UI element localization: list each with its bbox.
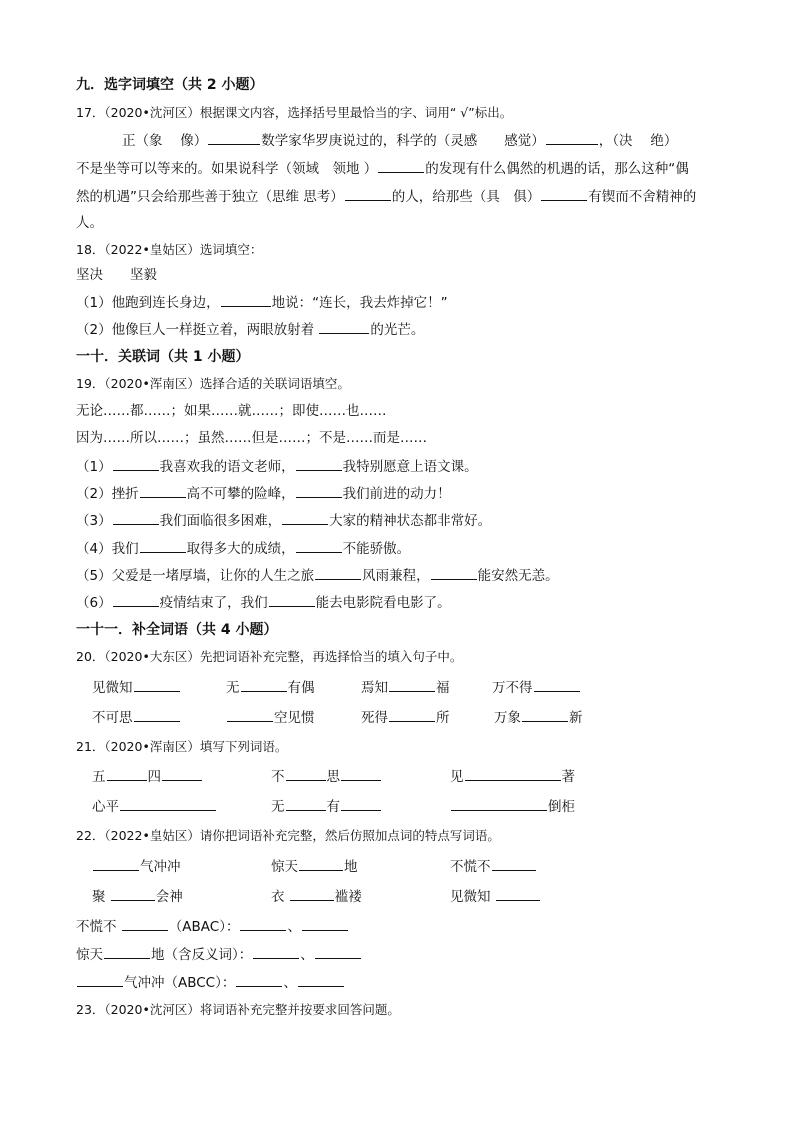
- answer-blank[interactable]: [345, 186, 391, 201]
- answer-blank[interactable]: [299, 856, 343, 871]
- word-part: 新: [569, 710, 583, 726]
- answer-blank[interactable]: [113, 510, 159, 525]
- word-part: 万象: [494, 710, 521, 726]
- q19-sentence-2: [76, 483, 451, 504]
- answer-blank[interactable]: [104, 944, 150, 959]
- word-part: 聚: [92, 889, 110, 905]
- q17-text: 有锲而不舍精神的: [588, 189, 697, 205]
- q17-line-1: [122, 130, 677, 151]
- answer-blank[interactable]: [389, 677, 435, 692]
- q19-text: 大家的精神状态都非常好。: [329, 513, 492, 529]
- answer-blank[interactable]: [253, 944, 299, 959]
- q17-line-4: 人。: [76, 215, 103, 231]
- word-part: 所: [436, 710, 450, 726]
- q17-text: ，（决 绝）: [598, 133, 678, 149]
- q22-text: 气冲冲（ABCC）：: [124, 975, 236, 991]
- word-part: 会神: [155, 889, 183, 905]
- answer-blank[interactable]: [269, 592, 315, 607]
- q22-text: 惊天: [76, 947, 103, 963]
- word-part: 五: [92, 769, 106, 785]
- word-part: 空见惯: [274, 710, 315, 726]
- q19-sentence-1: [76, 456, 478, 477]
- answer-blank[interactable]: [134, 707, 180, 722]
- answer-blank[interactable]: [113, 456, 159, 471]
- q17-text: 不是坐等可以等来的。如果说科学（领域 领地 ）: [76, 161, 378, 177]
- answer-blank[interactable]: [298, 972, 344, 987]
- answer-blank[interactable]: [496, 886, 540, 901]
- answer-blank[interactable]: [282, 510, 328, 525]
- q22-write-3: [76, 972, 345, 993]
- word-part: 不可思: [92, 710, 133, 726]
- q19-text: （4）我们: [76, 541, 139, 557]
- q19-sentence-6: [76, 592, 451, 613]
- answer-blank[interactable]: [162, 766, 202, 781]
- q19-text: （1）: [76, 459, 112, 475]
- word-part: 著: [561, 769, 575, 785]
- word-part: 见微知: [92, 680, 133, 696]
- section-10-title: 一十．关联词（共 1 小题）: [76, 349, 250, 365]
- answer-blank[interactable]: [296, 483, 342, 498]
- answer-blank[interactable]: [241, 677, 287, 692]
- q17-text: 的发现有什么偶然的机遇的话，那么这种“偶: [425, 161, 689, 177]
- q19-text: （6）: [76, 595, 112, 611]
- answer-blank[interactable]: [541, 186, 587, 201]
- q22-text: 、: [300, 947, 314, 963]
- q19-stem: 19．（2020•浑南区）选择合适的关联词语填空。: [76, 376, 350, 391]
- q17-line-3: [76, 186, 696, 207]
- q18-text: 地说：“连长，我去炸掉它！”: [271, 295, 448, 311]
- q19-text: （5）父爱是一堵厚墙，让你的人生之旅: [76, 568, 315, 584]
- answer-blank[interactable]: [113, 592, 159, 607]
- answer-blank[interactable]: [240, 916, 286, 931]
- q22-write-1: [76, 916, 349, 937]
- word-part: 福: [436, 680, 450, 696]
- q19-text: 我们前进的动力！: [342, 486, 451, 502]
- answer-blank[interactable]: [107, 766, 147, 781]
- q19-text: 风雨兼程，: [362, 568, 430, 584]
- q19-text: （2）挫折: [76, 486, 139, 502]
- q17-text: 正（象 像）: [122, 133, 208, 149]
- answer-blank[interactable]: [93, 856, 139, 871]
- q22-text: 、: [287, 919, 301, 935]
- section-11-title: 一十一．补全词语（共 4 小题）: [76, 622, 278, 638]
- answer-blank[interactable]: [236, 972, 282, 987]
- answer-blank[interactable]: [227, 707, 273, 722]
- answer-blank[interactable]: [315, 944, 361, 959]
- word-part: 焉知: [361, 680, 388, 696]
- word-part: 四: [147, 769, 161, 785]
- q23-stem: 23．（2020•沈河区）将词语补充完整并按要求回答问题。: [76, 1002, 400, 1017]
- q19-text: 疫情结束了，我们: [159, 595, 268, 611]
- answer-blank[interactable]: [77, 972, 123, 987]
- answer-blank[interactable]: [431, 565, 477, 580]
- word-part: 无: [271, 799, 285, 815]
- answer-blank[interactable]: [341, 796, 381, 811]
- word-part: 地: [344, 859, 358, 875]
- word-part: 衣: [271, 889, 289, 905]
- answer-blank[interactable]: [302, 916, 348, 931]
- q20-row-2: [76, 707, 726, 727]
- q18-sentence-2: [76, 319, 424, 340]
- word-part: 有: [326, 799, 340, 815]
- q22-text: （ABAC）：: [168, 919, 240, 935]
- word-part: 无: [226, 680, 240, 696]
- word-part: 气冲冲: [140, 859, 181, 875]
- answer-blank[interactable]: [134, 677, 180, 692]
- answer-blank[interactable]: [378, 158, 424, 173]
- q21-row-1: [76, 766, 726, 786]
- q19-options-2: 因为……所以……；虽然……但是……；不是……而是……: [76, 430, 427, 446]
- answer-blank[interactable]: [315, 565, 361, 580]
- q18-text: （1）他跑到连长身边，: [76, 295, 220, 311]
- word-part: 有偶: [287, 680, 315, 696]
- q22-stem: 22．（2022•皇姑区）请你把词语补充完整，然后仿照加点词的特点写词语。: [76, 828, 500, 843]
- word-part: 见微知: [450, 889, 495, 905]
- q17-stem: 17．（2020•沈河区）根据课文内容，选择括号里最恰当的字、词用“ √”标出。: [76, 105, 513, 120]
- q18-text: 的光芒。: [370, 322, 425, 338]
- answer-blank[interactable]: [140, 483, 186, 498]
- q19-sentence-5: [76, 565, 559, 586]
- answer-blank[interactable]: [534, 677, 580, 692]
- answer-blank[interactable]: [122, 916, 168, 931]
- word-part: 不慌不: [450, 859, 491, 875]
- word-part: 见: [450, 769, 464, 785]
- q22-write-2: [76, 944, 362, 965]
- answer-blank[interactable]: [111, 886, 155, 901]
- word-part: 倒柜: [548, 799, 575, 815]
- answer-blank[interactable]: [341, 766, 381, 781]
- answer-blank[interactable]: [286, 766, 326, 781]
- q19-sentence-4: [76, 538, 410, 559]
- answer-blank[interactable]: [290, 886, 334, 901]
- q22-row-2: [76, 886, 726, 906]
- q19-text: 能安然无恙。: [477, 568, 559, 584]
- q19-options-1: 无论……都……；如果……就……；即使……也……: [76, 403, 387, 419]
- q18-text: （2）他像巨人一样挺立着，两眼放射着: [76, 322, 319, 338]
- answer-blank[interactable]: [465, 766, 561, 781]
- q17-line-2: [76, 158, 689, 179]
- answer-blank[interactable]: [296, 456, 342, 471]
- word-part: 死得: [361, 710, 388, 726]
- answer-blank[interactable]: [319, 319, 369, 334]
- answer-blank[interactable]: [221, 292, 271, 307]
- answer-blank[interactable]: [492, 856, 536, 871]
- q21-stem: 21．（2020•浑南区）填写下列词语。: [76, 739, 288, 754]
- word-part: 不: [271, 769, 285, 785]
- q22-text: 不慌不: [76, 919, 121, 935]
- q17-text: 然的机遇”只会给那些善于独立（思维 思考）: [76, 189, 344, 205]
- q20-row-1: [76, 677, 726, 697]
- q19-text: 我们面临很多困难，: [159, 513, 282, 529]
- q19-sentence-3: [76, 510, 491, 531]
- q18-words: 坚决 坚毅: [76, 267, 157, 283]
- answer-blank[interactable]: [120, 796, 216, 811]
- word-part: 褴褛: [334, 889, 362, 905]
- q19-text: （3）: [76, 513, 112, 529]
- q20-stem: 20．（2020•大东区）先把词语补充完整，再选择恰当的填入句子中。: [76, 649, 463, 664]
- q22-text: 地（含反义词）：: [151, 947, 253, 963]
- answer-blank[interactable]: [286, 796, 326, 811]
- q21-row-2: [76, 796, 726, 816]
- word-part: 万不得: [492, 680, 533, 696]
- q19-text: 我喜欢我的语文老师，: [159, 459, 295, 475]
- word-part: 惊天: [271, 859, 298, 875]
- answer-blank[interactable]: [451, 796, 547, 811]
- answer-blank[interactable]: [140, 538, 186, 553]
- q19-text: 取得多大的成绩，: [186, 541, 295, 557]
- word-part: 思: [326, 769, 340, 785]
- q19-text: 不能骄傲。: [342, 541, 411, 557]
- answer-blank[interactable]: [208, 130, 260, 145]
- q17-text: 的人，给那些（具 俱）: [391, 189, 541, 205]
- q22-text: 、: [283, 975, 297, 991]
- word-part: 心平: [92, 799, 119, 815]
- answer-blank[interactable]: [546, 130, 598, 145]
- answer-blank[interactable]: [389, 707, 435, 722]
- q19-text: 我特别愿意上语文课。: [342, 459, 478, 475]
- q17-text: 数学家华罗庚说过的，科学的（灵感 感觉）: [261, 133, 545, 149]
- q19-text: 能去电影院看电影了。: [315, 595, 451, 611]
- section-9-title: 九．选字词填空（共 2 小题）: [76, 77, 264, 93]
- answer-blank[interactable]: [522, 707, 568, 722]
- answer-blank[interactable]: [296, 538, 342, 553]
- q19-text: 高不可攀的险峰，: [186, 486, 295, 502]
- q22-row-1: [76, 856, 726, 876]
- q18-sentence-1: [76, 292, 448, 313]
- q18-stem: 18．（2022•皇姑区）选词填空：: [76, 242, 263, 257]
